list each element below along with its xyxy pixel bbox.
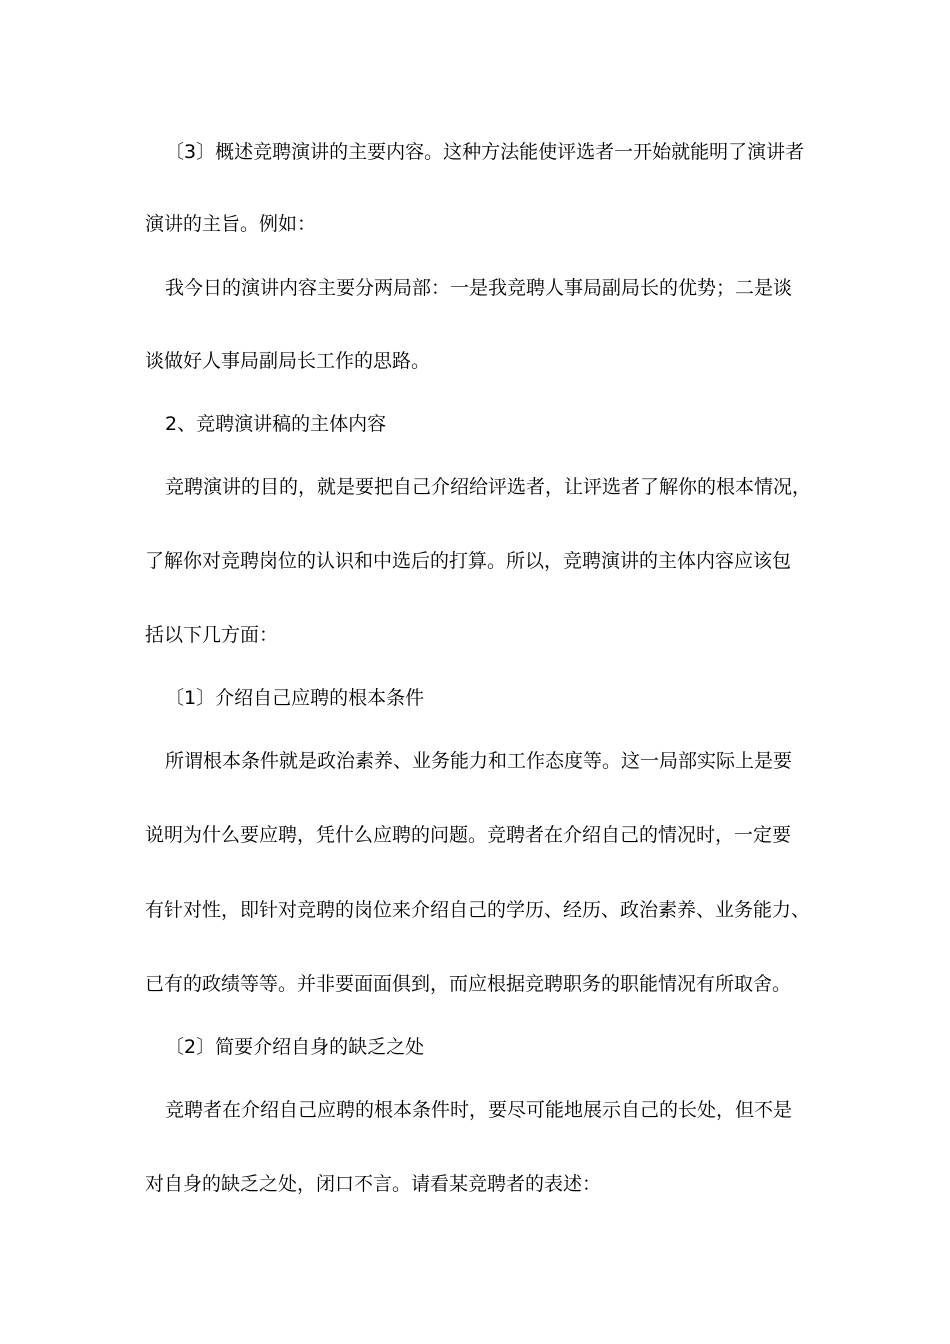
paragraph-line: 已有的政绩等等。并非要面面俱到，而应根据竞聘职务的职能情况有所取舍。 [145,973,792,995]
paragraph-line: 竞聘演讲的目的，就是要把自己介绍给评选者，让评选者了解你的根本情况， [165,476,812,498]
paragraph-line: 所谓根本条件就是政治素养、业务能力和工作态度等。这一局部实际上是要 [165,750,793,772]
paragraph-line: 对自身的缺乏之处，闭口不言。请看某竞聘者的表述： [145,1173,602,1195]
paragraph-line: 说明为什么要应聘，凭什么应聘的问题。竞聘者在介绍自己的情况时，一定要 [145,824,792,846]
paragraph-line: 〔3〕概述竞聘演讲的主要内容。这种方法能使评选者一开始就能明了演讲者 [165,141,805,163]
section-heading: 2、竞聘演讲稿的主体内容 [165,413,387,435]
paragraph-line: 演讲的主旨。例如： [145,213,317,235]
paragraph-line: 谈做好人事局副局长工作的思路。 [145,350,431,372]
subsection-heading: 〔1〕介绍自己应聘的根本条件 [165,687,425,709]
subsection-heading: 〔2〕简要介绍自身的缺乏之处 [165,1036,425,1058]
paragraph-line: 我今日的演讲内容主要分两局部：一是我竞聘人事局副局长的优势；二是谈 [165,277,793,299]
paragraph-line: 括以下几方面： [145,624,279,646]
paragraph-line: 了解你对竞聘岗位的认识和中选后的打算。所以，竞聘演讲的主体内容应该包 [145,550,792,572]
paragraph-line: 有针对性，即针对竞聘的岗位来介绍自己的学历、经历、政治素养、业务能力、 [145,899,811,921]
paragraph-line: 竞聘者在介绍自己应聘的根本条件时，要尽可能地展示自己的长处，但不是 [165,1099,793,1121]
